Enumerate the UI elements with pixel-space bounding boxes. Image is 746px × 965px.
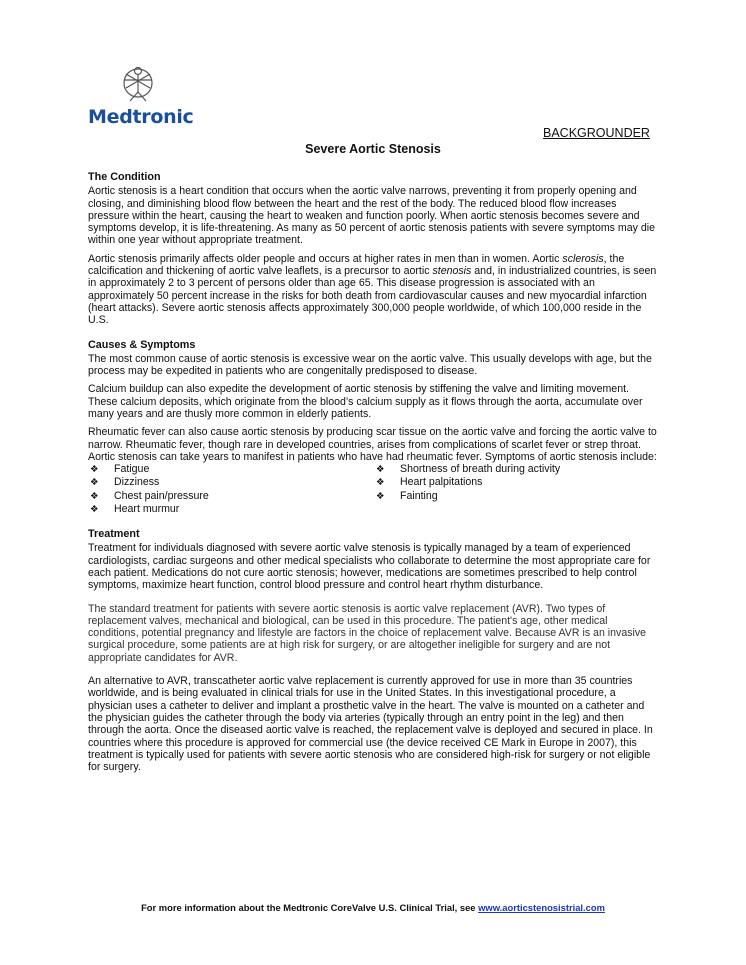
- text-run: , the calcification and thickening of aortic valve leaflets, is a precursor to aortic: [88, 252, 625, 278]
- text-run: and, in industrialized countries, is seen in approximately 2 to 3 percent of persons older than age 65. This disease progression is associated with an approximately 50 percent increase in the risks for both death from cardiovascular causes and new myocardial infarction (heart attacks). Severe aortic stenosis affects approximately 300,000 people worldwide, of which 100,000 reside in the U.S.: [88, 265, 657, 327]
- list-item: [374, 490, 660, 503]
- diamond-bullet-icon: ❖: [90, 490, 99, 502]
- symptom-label: Heart palpitations: [400, 476, 483, 489]
- italic-term: stenosis: [432, 265, 472, 278]
- symptom-label: Fatigue: [114, 463, 150, 476]
- symptom-list: [88, 463, 660, 516]
- section-heading: Causes & Symptoms: [88, 338, 196, 351]
- footer-text: For more information about the Medtronic CoreValve U.S. Clinical Trial, see: [141, 902, 479, 913]
- document-body: [88, 171, 660, 785]
- paragraph: Rheumatic fever can also cause aortic stenosis by producing scar tissue on the aortic valve and forcing the aortic valve to narrow. Rheumatic fever, though rare in developed countries, arises from complications of scarlet fever or strep throat. Aortic stenosis can take years to manifest in patients who have had rheumatic fever. Symptoms of aortic stenosis include:: [88, 426, 657, 463]
- paragraph: The standard treatment for patients with severe aortic stenosis is aortic valve replacement (AVR). Two types of replacement valves, mechanical and biological, can be used in this procedure. The patient's age, other medical conditions, potential pregnancy and lifestyle are factors in the choice of replacement valve. Because AVR is an invasive surgical procedure, some patients are at high risk for surgery, or are altogether ineligible for surgery and are not appropriate candidates for AVR.: [88, 602, 647, 664]
- symptom-column-right: [374, 463, 660, 516]
- medtronic-figure-icon: [118, 62, 158, 104]
- section-heading: The Condition: [88, 171, 161, 183]
- list-item: [88, 490, 374, 503]
- diamond-bullet-icon: ❖: [376, 477, 385, 489]
- section-treatment: [88, 528, 660, 773]
- paragraph: The most common cause of aortic stenosis is excessive wear on the aortic valve. This usually develops with age, but the process may be expedited in patients who are congenitally predisposed to disease.: [88, 352, 652, 378]
- symptom-label: Shortness of breath during activity: [400, 463, 561, 476]
- footer-note: [0, 902, 746, 913]
- diamond-bullet-icon: ❖: [90, 503, 99, 515]
- italic-term: sclerosis: [562, 252, 604, 265]
- section-condition: [88, 171, 660, 327]
- symptom-label: Heart murmur: [114, 502, 180, 515]
- symptom-label: Dizziness: [114, 476, 160, 489]
- paragraph: Calcium buildup can also expedite the development of aortic stenosis by stiffening the valve and limiting movement. These calcium deposits, which originate from the blood’s calcium supply as it flows through the aorta, accumulate over many years and are thusly more common in elderly patients.: [88, 383, 643, 421]
- diamond-bullet-icon: ❖: [90, 464, 99, 476]
- medtronic-logo: [88, 62, 198, 128]
- paragraph: Aortic stenosis is a heart condition that occurs when the aortic valve narrows, preventing it from properly opening and closing, and diminishing blood flow between the heart and the rest of the body. The reduced blood flow increases pressure within the heart, causing the heart to weaken and function poorly. When aortic stenosis becomes severe and symptoms develop, it is life-threatening. As many as 50 percent of aortic stenosis patients with severe symptoms may die within one year without appropriate treatment.: [88, 185, 656, 247]
- list-item: [88, 463, 374, 476]
- paragraph: [88, 253, 660, 327]
- section-causes: [88, 339, 660, 516]
- symptom-label: Fainting: [400, 489, 438, 502]
- list-item: [88, 476, 374, 489]
- text-run: Aortic stenosis primarily affects older people and occurs at higher rates in men than in women. Aortic: [88, 252, 563, 265]
- diamond-bullet-icon: ❖: [90, 477, 99, 489]
- diamond-bullet-icon: ❖: [376, 464, 385, 476]
- paragraph: Treatment for individuals diagnosed with severe aortic valve stenosis is typically managed by a team of experienced cardiologists, cardiac surgeons and other medical specialists who collaborate to determine the most appropriate care for each patient. Medications do not cure aortic stenosis; however, medications are sometimes prescribed to help control symptoms, maximize heart function, control blood pressure and control heart rhythm disturbance.: [88, 542, 651, 592]
- list-item: [88, 503, 374, 516]
- brand-wordmark: Medtronic: [88, 106, 194, 128]
- document-title: Severe Aortic Stenosis: [305, 142, 441, 156]
- trial-website-link[interactable]: www.aorticstenosistrial.com: [478, 902, 605, 913]
- list-item: [374, 476, 660, 489]
- symptom-label: Chest pain/pressure: [114, 489, 209, 502]
- section-heading: Treatment: [88, 528, 140, 541]
- symptom-column-left: [88, 463, 374, 516]
- paragraph: An alternative to AVR, transcatheter aortic valve replacement is currently approved for use in more than 35 countries worldwide, and is being evaluated in clinical trials for use in the United States. In this investigational procedure, a physician uses a catheter to deliver and implant a prosthetic valve in the heart. The valve is mounted on a catheter and the physician guides the catheter through the body via arteries (typically through an entry point in the leg) and then through the aorta. Once the diseased aortic valve is reached, the replacement valve is deployed and secured in place. In countries where this procedure is approved for commercial use (the device received CE Mark in Europe in 2007), this treatment is typically used for patients with severe aortic stenosis who are considered high-risk for surgery or not eligible for surgery.: [88, 675, 653, 774]
- list-item: [374, 463, 660, 476]
- diamond-bullet-icon: ❖: [376, 490, 385, 502]
- backgrounder-label: BACKGROUNDER: [543, 126, 650, 140]
